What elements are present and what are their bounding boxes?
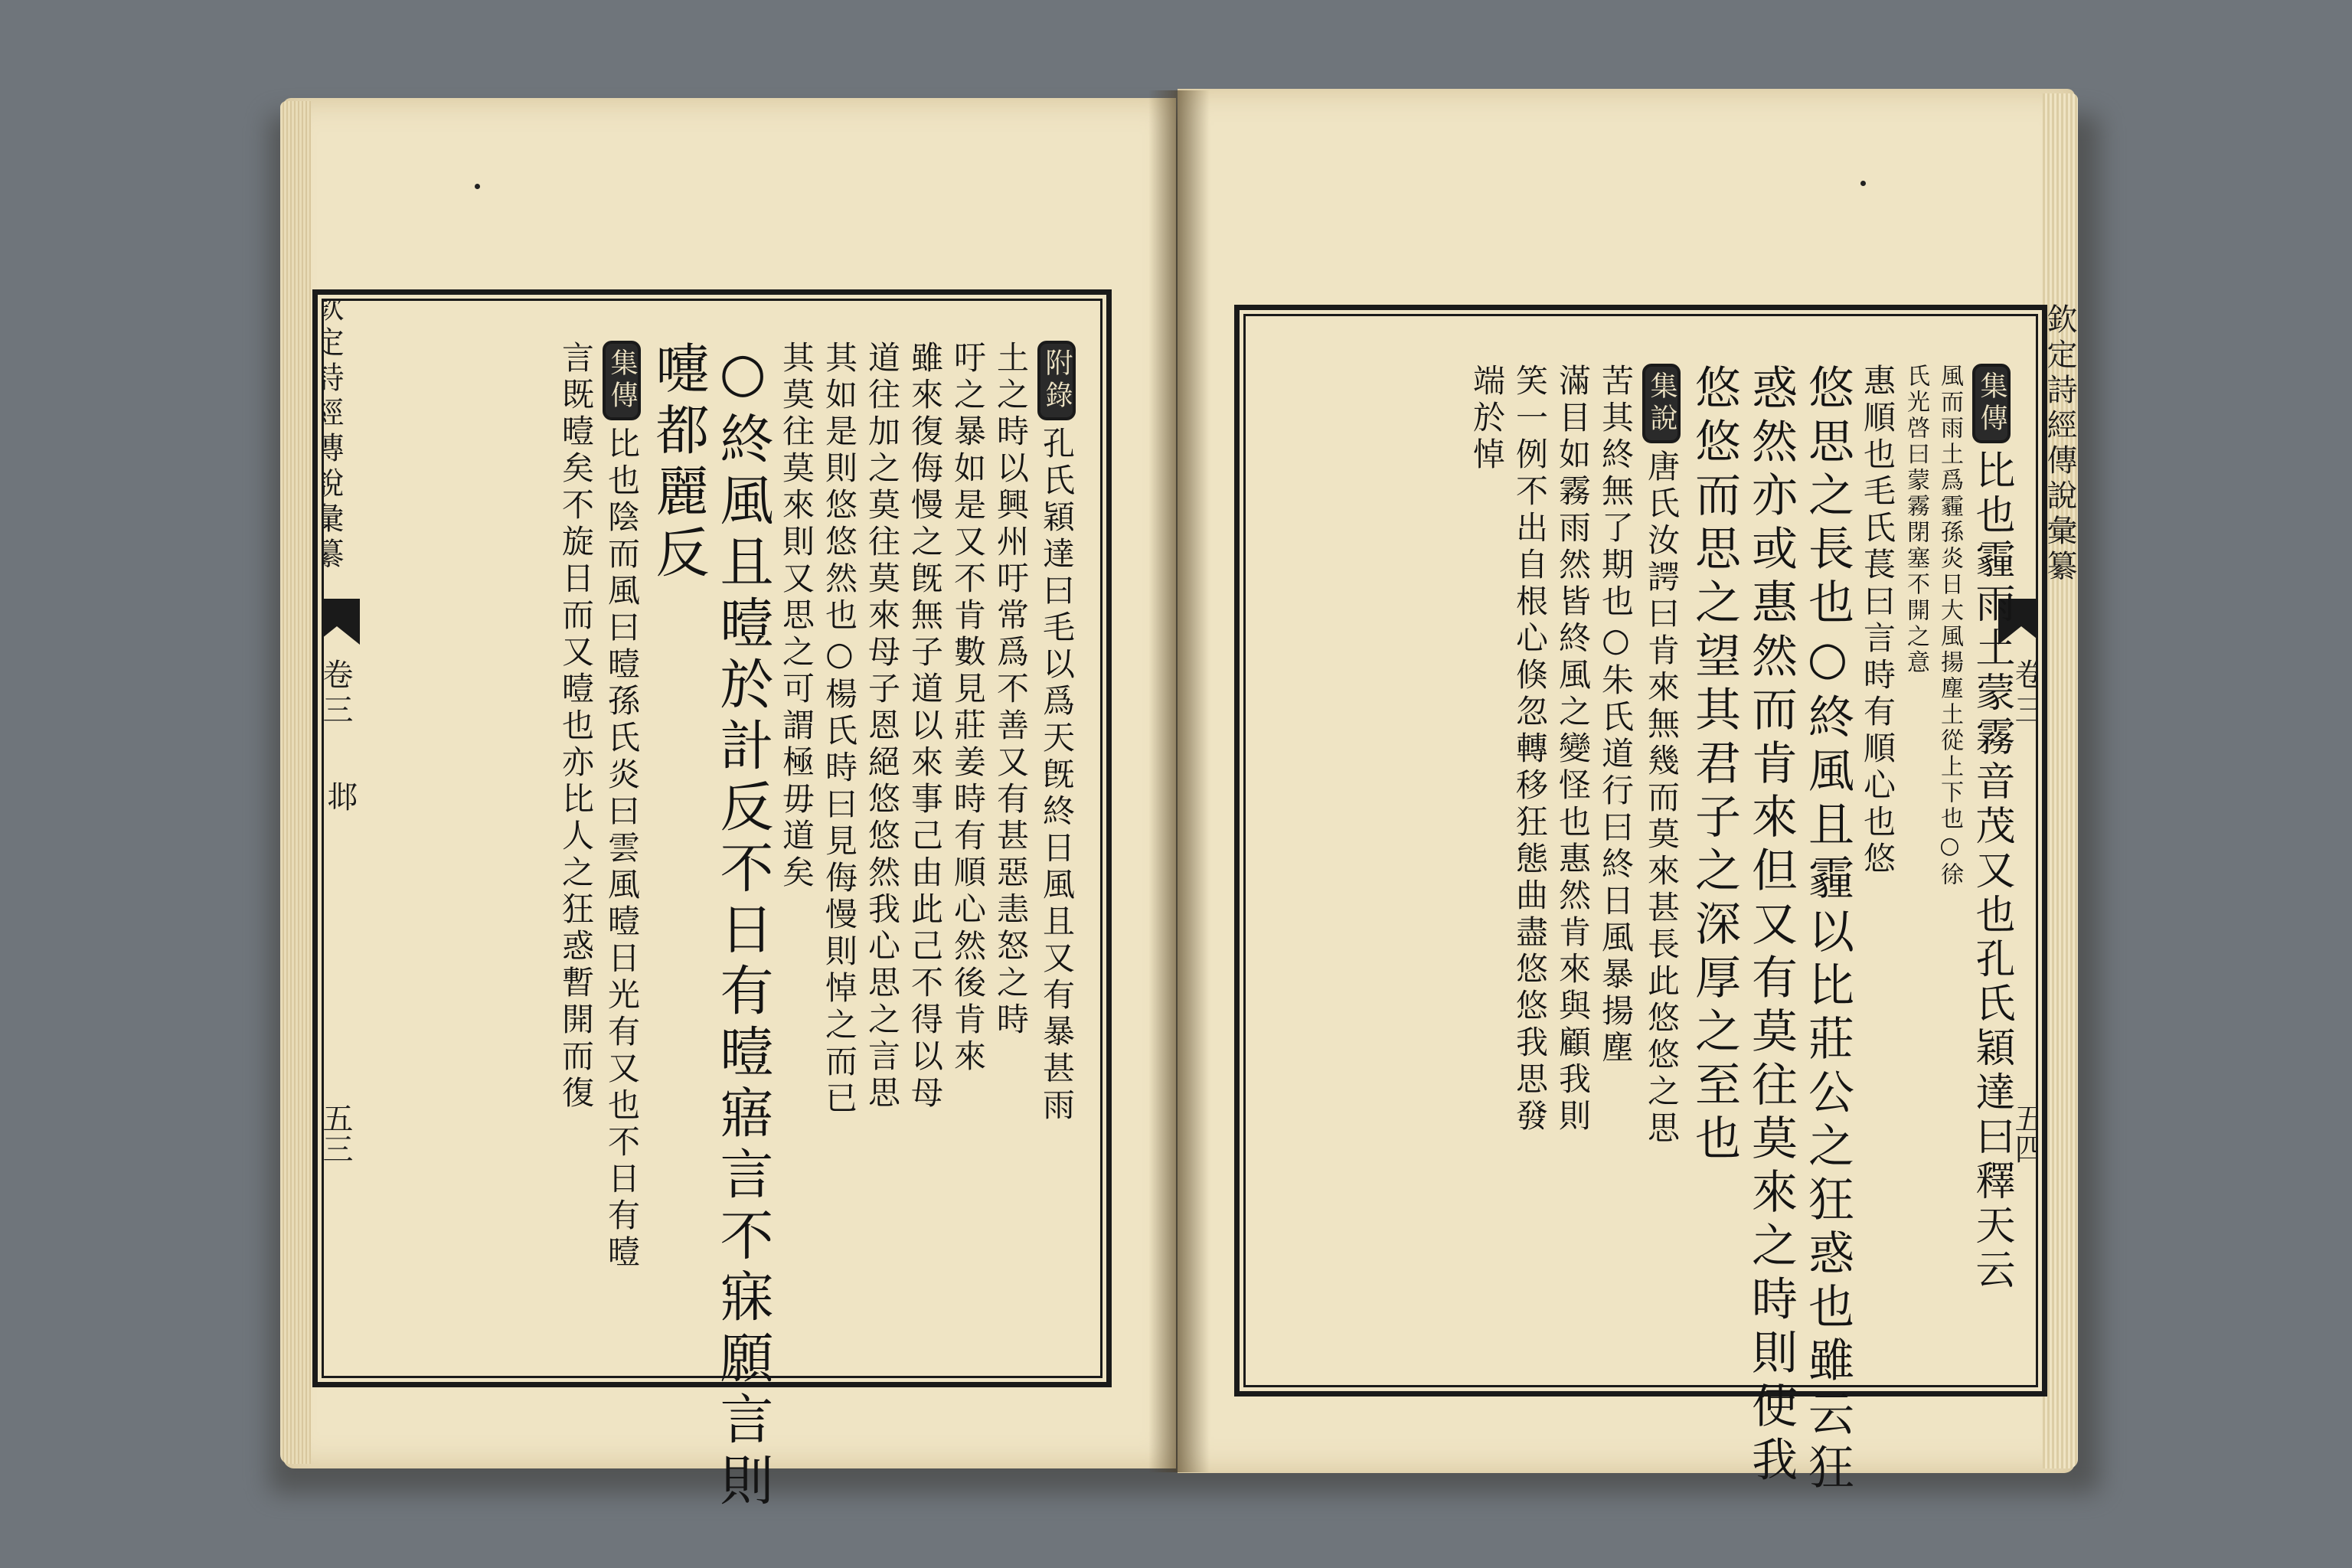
text-column: 惠順也毛氏萇曰言時有順心也悠 — [1859, 364, 1896, 878]
right-margin-title: 欽定詩經傳說彙纂 — [2042, 303, 2077, 585]
book-gutter — [1148, 90, 1210, 1472]
right-page-edges — [2043, 93, 2078, 1468]
text-column: 道往加之莫往莫來母子恩絕悠悠然我心思之言思 — [864, 341, 901, 1112]
left-margin-section: 邶 — [322, 781, 358, 816]
right-margin-volume: 卷三 — [2010, 658, 2045, 729]
text-column: 集傳比也陰而風曰曀孫氏炎曰雲風曀日光有又也不日有曀 — [603, 341, 641, 1272]
text-column: 風而雨土爲霾孫炎日大風揚塵土從上下也○徐 — [1936, 364, 1963, 888]
right-text-columns — [1468, 364, 2014, 1497]
main-text-column: 嚏都麗反 — [647, 341, 710, 586]
text-column: 氏光啓曰蒙霧閉塞不開之意 — [1903, 364, 1929, 676]
collected-sayings-tag: 集說 — [1642, 364, 1681, 443]
text-column: 其莫往莫來則又思之可謂極毋道矣 — [778, 341, 815, 892]
right-margin-page: 五四 — [2010, 1102, 2045, 1164]
pin-hole — [475, 184, 480, 189]
text-column: 滿目如霧雨然皆終風之變怪也惠然肯來與顧我則 — [1554, 364, 1592, 1135]
text-column: 其如是則悠悠然也○楊氏時曰見侮慢則悼之而已 — [821, 341, 858, 1118]
text-column: 土之時以興州吁常爲不善又有甚惡恚怒之時 — [992, 341, 1030, 1039]
left-text-columns — [557, 341, 1076, 1514]
text-column: 吁之暴如是又不肯數見莊姜時有順心然後肯來 — [949, 341, 987, 1076]
right-text-frame — [1234, 305, 2047, 1497]
text-column: 附錄孔氏穎達曰毛以爲天旣終日風且又有暴甚雨 — [1037, 341, 1076, 1125]
main-text-column: 悠思之長也○終風且霾以比莊公之狂惑也雖云狂 — [1801, 364, 1854, 1497]
left-text-frame — [312, 289, 1112, 1514]
text-column: 端於悼 — [1468, 364, 1506, 474]
left-margin-page: 五三 — [318, 1102, 353, 1164]
text-column: 雖來復侮慢之旣無子道以來事己由此己不得以母 — [906, 341, 944, 1112]
collected-commentary-tag: 集傳 — [1972, 364, 2011, 443]
left-margin-title: 欽定詩經傳說彙纂 — [309, 291, 344, 573]
pin-hole — [1860, 181, 1866, 186]
text-column: 言既曀矣不旋日而又曀也亦比人之狂惑暫開而復 — [557, 341, 595, 1112]
text-column: 苦其終無了期也○朱氏道行曰終日風暴揚塵 — [1597, 364, 1635, 1067]
main-text-column: 悠悠而思之望其君子之深厚之至也 — [1687, 364, 1741, 1168]
text-column: 集傳比也霾雨土蒙霧音茂又也孔氏穎達曰釋天云 — [1971, 364, 2011, 1293]
text-column: 集說唐氏汝諤曰肯來無幾而莫來甚長此悠悠之思 — [1642, 364, 1681, 1148]
text-column: 笑一例不出自根心倏忽轉移狂態曲盡悠悠我思發 — [1511, 364, 1549, 1135]
left-margin-volume: 卷三 — [318, 658, 353, 729]
collected-commentary-tag: 集傳 — [603, 341, 641, 420]
main-text-column: ○終風且曀於計反不日有曀寤言不寐願言則 — [711, 341, 774, 1514]
main-text-column: 惑然亦或惠然而肯來但又有莫往莫來之時則使我 — [1744, 364, 1798, 1489]
appendix-tag: 附錄 — [1037, 341, 1076, 420]
